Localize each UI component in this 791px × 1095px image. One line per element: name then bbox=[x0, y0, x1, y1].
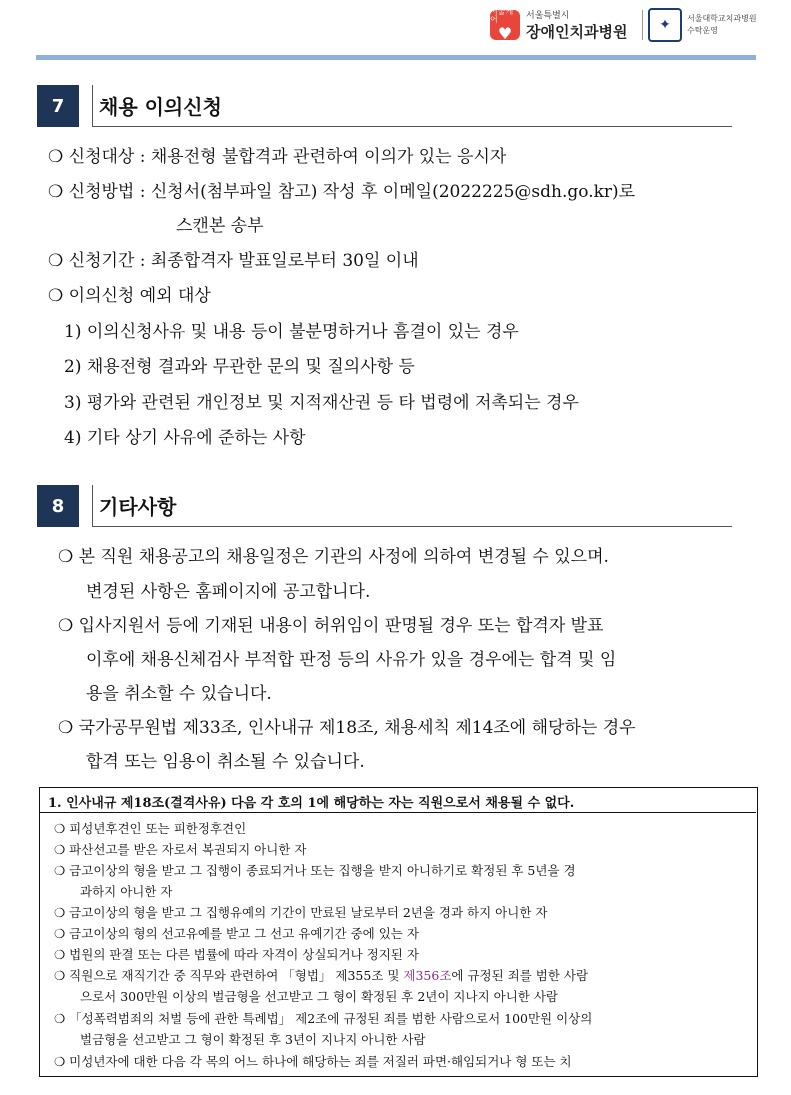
s8-line-3: ❍ 입사지원서 등에 기재된 내용이 허위임이 판명될 경우 또는 합격자 발표 bbox=[58, 616, 604, 636]
heading-underline bbox=[92, 126, 732, 127]
partner-logo bbox=[648, 8, 757, 42]
section-7-heading bbox=[37, 85, 731, 127]
s7-item-method: ❍ 신청방법 : 신청서(첨부파일 참고) 작성 후 이메일(2022225@sdh.go.kr)로 bbox=[48, 182, 636, 202]
box-line: ❍ 미성년자에 대한 다음 각 목의 어느 하나에 해당하는 죄를 저질러 파면·해임되거나 형 또는 치 bbox=[54, 1054, 572, 1069]
section-title: 기타사항 bbox=[99, 495, 177, 519]
disqualification-box bbox=[39, 787, 758, 1077]
heading-underline bbox=[92, 526, 732, 527]
s8-line-5: 용을 취소할 수 있습니다. bbox=[86, 684, 272, 704]
box-line bbox=[54, 966, 588, 984]
logo-badge-text: 서울케어 bbox=[490, 7, 514, 24]
s7-item-period: ❍ 신청기간 : 최종합격자 발표일로부터 30일 이내 bbox=[48, 251, 419, 271]
section-number: 8 bbox=[37, 485, 79, 527]
box-line: ❍ 피성년후견인 또는 피한정후견인 bbox=[54, 821, 247, 836]
s7-item-exceptions: ❍ 이의신청 예외 대상 bbox=[48, 286, 211, 306]
box-line: ❍ 「성폭력범죄의 처벌 등에 관한 특례법」 제2조에 규정된 죄를 범한 사람으로서 100만원 이상의 bbox=[54, 1011, 593, 1026]
university-seal-icon: ✦ bbox=[648, 8, 682, 42]
section-8-heading bbox=[37, 485, 731, 527]
section-number: 7 bbox=[37, 85, 79, 127]
box-line: ❍ 금고이상의 형을 받고 그 집행이 종료되거나 또는 집행을 받지 아니하기로 확정된 후 5년을 경 bbox=[54, 863, 576, 878]
box-line: 과하지 아니한 자 bbox=[80, 884, 173, 899]
header-rule bbox=[36, 55, 756, 60]
s7-subitem-3: 3) 평가와 관련된 개인정보 및 지적재산권 등 타 법령에 저촉되는 경우 bbox=[64, 393, 579, 413]
hospital-logo bbox=[490, 8, 627, 42]
s7-subitem-2: 2) 채용전형 결과와 무관한 문의 및 질의사항 등 bbox=[64, 357, 415, 377]
s8-line-6: ❍ 국가공무원법 제33조, 인사내규 제18조, 채용세칙 제14조에 해당하는 경우 bbox=[58, 718, 636, 738]
partner-note: 수탁운영 bbox=[687, 26, 718, 35]
box-line: 으로서 300만원 이상의 벌금형을 선고받고 그 형이 확정된 후 2년이 지나지 아니한 사람 bbox=[80, 989, 558, 1004]
s7-item-target: ❍ 신청대상 : 채용전형 불합격과 관련하여 이의가 있는 응시자 bbox=[48, 147, 507, 167]
logo-divider bbox=[642, 10, 643, 40]
article-356-link[interactable]: 제356조 bbox=[403, 968, 452, 983]
box-line: ❍ 파산선고를 받은 자로서 복권되지 아니한 자 bbox=[54, 842, 307, 857]
box-line-part: ❍ 직원으로 재직기간 중 직무와 관련하여 「형법」 제355조 및 bbox=[54, 968, 404, 983]
box-line: 벌금형을 선고받고 그 형이 확정된 후 3년이 지나지 아니한 사람 bbox=[80, 1032, 426, 1047]
box-line: ❍ 금고이상의 형의 선고유예를 받고 그 선고 유예기간 중에 있는 자 bbox=[54, 926, 419, 941]
box-line: ❍ 금고이상의 형을 받고 그 집행유예의 기간이 만료된 날로부터 2년을 경과 하지 아니한 자 bbox=[54, 905, 548, 920]
box-heading-rule bbox=[40, 812, 756, 813]
s8-line-1: ❍ 본 직원 채용공고의 채용일정은 기관의 사정에 의하여 변경될 수 있으며. bbox=[58, 547, 609, 567]
heading-divider bbox=[92, 485, 93, 527]
s8-line-7: 합격 또는 임용이 취소될 수 있습니다. bbox=[86, 752, 365, 772]
s8-line-2: 변경된 사항은 홈페이지에 공고합니다. bbox=[86, 582, 371, 602]
box-heading: 1. 인사내규 제18조(결격사유) 다음 각 호의 1에 해당하는 자는 직원으로서 채용될 수 없다. bbox=[48, 796, 575, 811]
logo-name: 장애인치과병원 bbox=[526, 23, 628, 41]
s8-line-4: 이후에 채용신체검사 부적합 판정 등의 사유가 있을 경우에는 합격 및 임 bbox=[86, 650, 617, 670]
page-header bbox=[0, 0, 791, 60]
s7-subitem-1: 1) 이의신청사유 및 내용 등이 불분명하거나 흠결이 있는 경우 bbox=[64, 322, 519, 342]
partner-name: 서울대학교치과병원 bbox=[687, 14, 757, 23]
section-title: 채용 이의신청 bbox=[99, 95, 222, 119]
seoul-care-heart-icon: 서울케어 ♥ bbox=[490, 10, 520, 40]
s7-item-method-cont: 스캔본 송부 bbox=[176, 216, 264, 236]
heading-divider bbox=[92, 85, 93, 127]
s7-subitem-4: 4) 기타 상기 사유에 준하는 사항 bbox=[64, 428, 306, 448]
box-line-part: 에 규정된 죄를 범한 사람 bbox=[451, 968, 589, 983]
logo-city: 서울특별시 bbox=[526, 11, 570, 21]
box-line: ❍ 법원의 판결 또는 다른 법률에 따라 자격이 상실되거나 정지된 자 bbox=[54, 947, 419, 962]
